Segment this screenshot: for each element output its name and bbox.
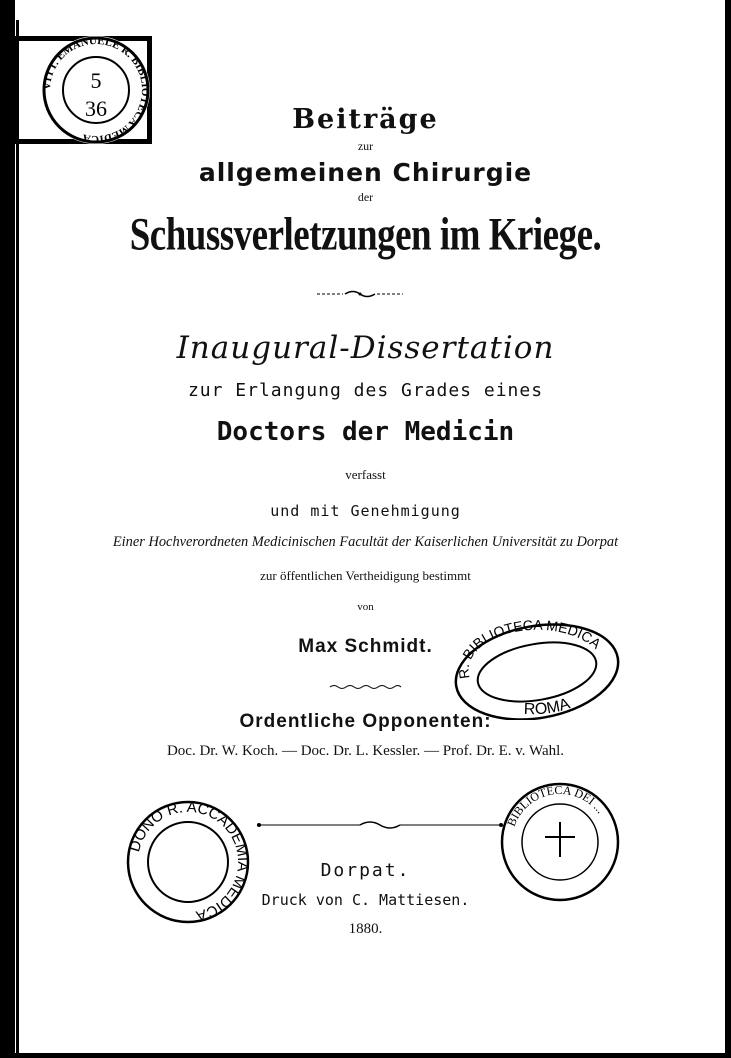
svg-text:BIBLIOTECA DEI ...: BIBLIOTECA DEI ... [504, 782, 608, 829]
imprint-year: 1880. [348, 921, 383, 937]
defense-text: zur öffentlichen Vertheidigung bestimmt [260, 568, 471, 583]
degree-title: Doctors der Medicin [216, 417, 515, 447]
permission-text: und mit Genehmigung [270, 502, 461, 520]
ornament-divider-bottom [255, 819, 505, 831]
imprint-place: Dorpat. [320, 860, 411, 881]
svg-text:ROMA: ROMA [523, 695, 573, 719]
library-stamp-lower-right [485, 782, 635, 902]
opponents-names: Doc. Dr. W. Koch. — Doc. Dr. L. Kessler. — Prof. Dr. E. v. Wahl. [166, 743, 565, 759]
ornament-divider-middle [328, 683, 403, 691]
by-text: von [357, 601, 374, 613]
title-beitraege: Beiträge [292, 104, 439, 135]
svg-text:DONO R. ACCADEMIA MEDICA: DONO R. ACCADEMIA MEDICA [126, 800, 252, 925]
library-stamp-oval-right [452, 620, 622, 720]
title-zur: zur [357, 139, 374, 153]
author-name: Max Schmidt. [298, 636, 433, 657]
written-by-text: verfasst [345, 467, 386, 482]
imprint-printer: Druck von C. Mattiesen. [261, 891, 470, 909]
svg-text:R. BIBLIOTECA MEDICA: R. BIBLIOTECA MEDICA [455, 620, 605, 680]
dissertation-heading: Inaugural-Dissertation [176, 330, 555, 366]
svg-text:5: 5 [90, 68, 102, 93]
faculty-text: Einer Hochverordneten Medicinischen Facultät der Kaiserlichen Universität zu Dorpat [112, 534, 619, 550]
opponents-heading: Ordentliche Opponenten: [239, 711, 492, 732]
scan-edge-bottom [0, 1053, 731, 1058]
title-main: Schussverletzungen im Kriege. [129, 209, 602, 261]
svg-text:VITT. EMANUELE R. BIBLIOTECA M: VITT. EMANUELE R. BIBLIOTECA MEDICA [40, 36, 152, 144]
svg-text:36: 36 [85, 96, 107, 121]
ornament-divider-top [315, 289, 405, 299]
title-allgemeinen-chirurgie: allgemeinen Chirurgie [198, 158, 533, 187]
title-der: der [357, 190, 374, 204]
dissertation-purpose: zur Erlangung des Grades eines [187, 380, 544, 401]
